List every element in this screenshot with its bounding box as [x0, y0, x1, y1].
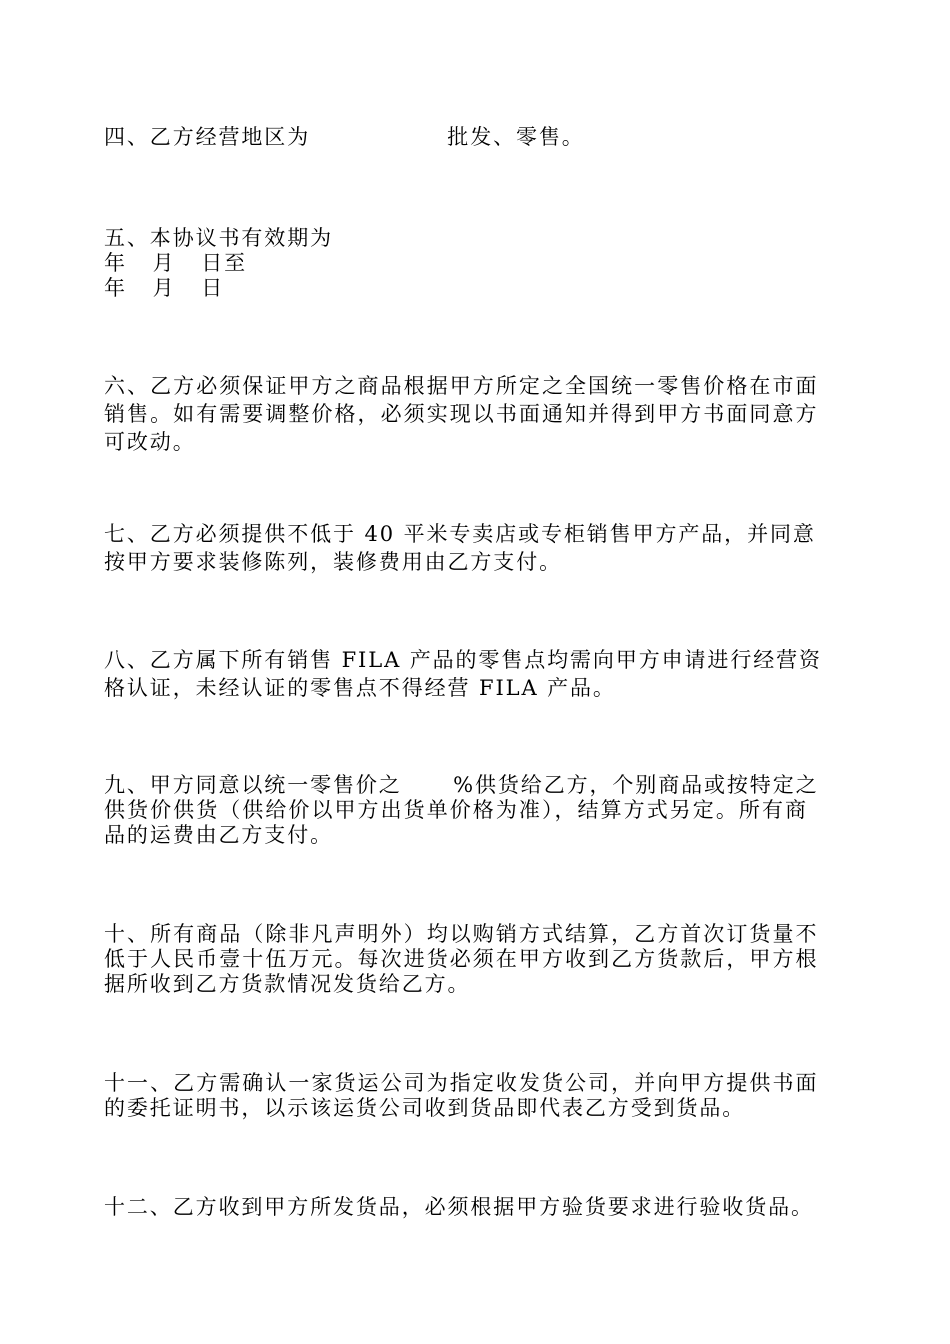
clause-6-line-2: 销售。如有需要调整价格，必须实现以书面通知并得到甲方书面同意方	[104, 402, 819, 426]
clause-5-line-3: 年 月 日	[104, 276, 225, 300]
clause-8-line-2: 格认证，未经认证的零售点不得经营 FILA 产品。	[104, 676, 616, 700]
clause-10-line-3: 据所收到乙方货款情况发货给乙方。	[104, 972, 471, 996]
clause-10-line-1: 十、所有商品（除非凡声明外）均以购销方式结算，乙方首次订货量不	[104, 922, 819, 946]
clause-7-line-2: 按甲方要求装修陈列，装修费用由乙方支付。	[104, 550, 562, 574]
clause-4-line-1: 四、乙方经营地区为 批发、零售。	[104, 125, 585, 149]
clause-7-line-1: 七、乙方必须提供不低于 40 平米专卖店或专柜销售甲方产品，并同意	[104, 522, 816, 546]
clause-11-line-2: 的委托证明书，以示该运货公司收到货品即代表乙方受到货品。	[104, 1096, 746, 1120]
clause-6-line-1: 六、乙方必须保证甲方之商品根据甲方所定之全国统一零售价格在市面	[104, 374, 819, 398]
clause-8-line-1: 八、乙方属下所有销售 FILA 产品的零售点均需向甲方申请进行经营资	[104, 648, 822, 672]
clause-9-line-3: 品的运费由乙方支付。	[104, 823, 333, 847]
clause-5-line-1: 五、本协议书有效期为	[104, 226, 333, 250]
clause-10-line-2: 低于人民币壹十伍万元。每次进货必须在甲方收到乙方货款后，甲方根	[104, 947, 819, 971]
clause-9-line-1: 九、甲方同意以统一零售价之 %供货给乙方，个别商品或按特定之	[104, 773, 819, 797]
clause-9-line-2: 供货价供货（供给价以甲方出货单价格为准），结算方式另定。所有商	[104, 798, 809, 822]
clause-5-line-2: 年 月 日至	[104, 251, 248, 275]
clause-12-line-1: 十二、乙方收到甲方所发货品，必须根据甲方验货要求进行验收货品。	[104, 1195, 814, 1219]
clause-11-line-1: 十一、乙方需确认一家货运公司为指定收发货公司，并向甲方提供书面	[104, 1071, 819, 1095]
clause-6-line-3: 可改动。	[104, 430, 196, 454]
